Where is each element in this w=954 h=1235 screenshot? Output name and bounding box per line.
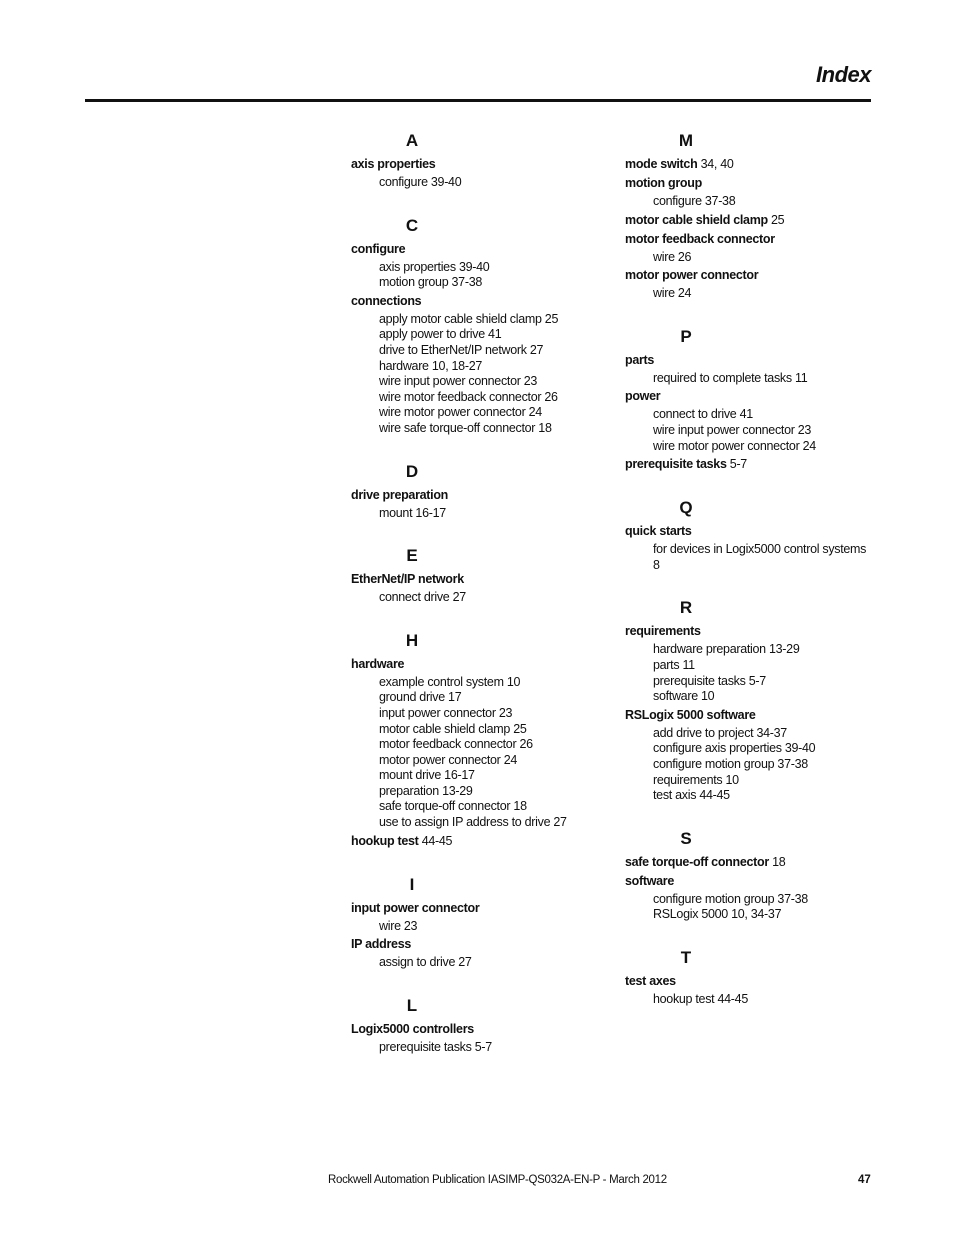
entry-term: mode switch xyxy=(625,157,698,171)
subentry-list xyxy=(625,407,875,454)
index-entry xyxy=(625,707,875,724)
index-subentry: wire safe torque-off connector 18 xyxy=(379,420,552,435)
subentry-list xyxy=(625,371,875,387)
index-column-right xyxy=(625,128,875,1029)
subentry-list xyxy=(351,1040,601,1056)
index-subentry: apply power to drive 41 xyxy=(379,327,502,342)
index-entry xyxy=(625,175,875,192)
index-subentry: for devices in Logix5000 control systems 8 xyxy=(653,542,867,572)
index-section xyxy=(351,213,601,437)
section-letter: S xyxy=(680,828,692,848)
subentry-list xyxy=(625,726,875,804)
index-subentry: preparation 13-29 xyxy=(379,783,473,798)
entry-term: motor feedback connector xyxy=(625,231,775,246)
index-entry xyxy=(625,156,875,173)
subentry-list xyxy=(351,260,601,291)
index-subentry: configure motion group 37-38 xyxy=(653,756,808,771)
entry-term: power xyxy=(625,389,661,404)
subentry-list xyxy=(625,892,875,923)
index-section xyxy=(351,872,601,971)
index-subentry: add drive to project 34-37 xyxy=(653,725,787,740)
section-letter: P xyxy=(680,326,692,346)
index-entry xyxy=(351,900,601,917)
subentry-list xyxy=(351,175,601,191)
subentry-list xyxy=(625,542,875,573)
entry-term: prerequisite tasks xyxy=(625,457,727,472)
index-subentry: prerequisite tasks 5-7 xyxy=(379,1039,492,1054)
subentry-list xyxy=(351,590,601,606)
index-section xyxy=(625,595,875,803)
section-letter: T xyxy=(680,947,692,967)
index-subentry: wire motor power connector 24 xyxy=(653,438,816,453)
section-letter: A xyxy=(405,131,419,150)
page-number: 47 xyxy=(858,1174,871,1186)
index-subentry: wire input power connector 23 xyxy=(653,422,812,437)
entry-term: safe torque-off connector xyxy=(625,854,769,869)
footer-publication: Rockwell Automation Publication IASIMP-QS032A-EN-P - March 2012 xyxy=(328,1174,667,1186)
index-section xyxy=(625,128,875,302)
index-subentry: motion group 37-38 xyxy=(379,275,483,290)
index-column-left xyxy=(351,128,601,1077)
entry-term: motor power connector xyxy=(625,268,759,283)
index-subentry: input power connector 23 xyxy=(379,705,513,720)
index-subentry: prerequisite tasks 5-7 xyxy=(653,673,766,688)
index-subentry: configure 37-38 xyxy=(653,194,736,208)
index-section xyxy=(351,128,601,191)
index-entry xyxy=(625,854,875,871)
entry-term: EtherNet/IP network xyxy=(351,572,464,587)
page-title: Index xyxy=(816,62,871,87)
index-section xyxy=(625,495,875,573)
subentry-list xyxy=(351,675,601,831)
index-entry xyxy=(625,523,875,540)
index-subentry: wire 24 xyxy=(653,286,692,301)
index-entry xyxy=(351,241,601,258)
index-subentry: connect to drive 41 xyxy=(653,407,753,422)
entry-pages: 44-45 xyxy=(421,833,453,848)
subentry-list xyxy=(625,250,875,266)
entry-pages: 5-7 xyxy=(729,457,747,472)
entry-term: input power connector xyxy=(351,900,480,915)
index-subentry: hookup test 44-45 xyxy=(653,991,748,1006)
index-subentry: apply motor cable shield clamp 25 xyxy=(379,311,559,326)
entry-term: axis properties xyxy=(351,157,436,171)
index-section xyxy=(351,543,601,606)
index-subentry: wire motor feedback connector 26 xyxy=(379,389,558,404)
entry-term: configure xyxy=(351,241,406,256)
index-entry xyxy=(351,571,601,588)
subentry-list xyxy=(625,992,875,1008)
entry-term: motion group xyxy=(625,176,702,190)
index-entry xyxy=(625,267,875,284)
index-subentry: hardware preparation 13-29 xyxy=(653,642,800,657)
entry-term: requirements xyxy=(625,624,701,639)
index-entry xyxy=(625,212,875,229)
section-letter: M xyxy=(678,131,694,150)
index-subentry: use to assign IP address to drive 27 xyxy=(379,815,567,830)
index-section xyxy=(351,459,601,522)
entry-term: parts xyxy=(625,352,655,367)
index-section xyxy=(625,945,875,1008)
index-subentry: motor feedback connector 26 xyxy=(379,737,533,752)
index-subentry: RSLogix 5000 10, 34-37 xyxy=(653,907,782,922)
index-subentry: test axis 44-45 xyxy=(653,788,730,803)
section-letter: L xyxy=(406,995,418,1015)
index-subentry: configure 39-40 xyxy=(379,175,462,189)
index-subentry: wire input power connector 23 xyxy=(379,374,538,389)
index-subentry: parts 11 xyxy=(653,657,695,672)
index-section xyxy=(625,826,875,923)
index-subentry: required to complete tasks 11 xyxy=(653,370,808,385)
index-subentry: ground drive 17 xyxy=(379,690,462,705)
index-entry xyxy=(625,231,875,248)
section-letter: I xyxy=(409,874,415,894)
index-subentry: wire motor power connector 24 xyxy=(379,405,542,420)
subentry-list xyxy=(351,955,601,971)
entry-term: Logix5000 controllers xyxy=(351,1021,474,1036)
entry-pages: 34, 40 xyxy=(700,157,734,171)
entry-term: motor cable shield clamp xyxy=(625,212,768,227)
index-subentry: requirements 10 xyxy=(653,772,739,787)
index-section xyxy=(351,993,601,1056)
index-entry xyxy=(351,1021,601,1038)
index-entry xyxy=(351,487,601,504)
index-subentry: wire 23 xyxy=(379,918,418,933)
entry-term: software xyxy=(625,873,675,888)
entry-term: quick starts xyxy=(625,524,692,539)
entry-term: drive preparation xyxy=(351,487,449,502)
subentry-list xyxy=(351,312,601,437)
index-subentry: example control system 10 xyxy=(379,674,521,689)
index-subentry: drive to EtherNet/IP network 27 xyxy=(379,342,544,357)
section-letter: C xyxy=(405,215,419,235)
index-subentry: axis properties 39-40 xyxy=(379,259,490,274)
subentry-list xyxy=(625,286,875,302)
index-entry xyxy=(625,456,875,473)
index-entry xyxy=(351,656,601,673)
index-subentry: software 10 xyxy=(653,689,715,704)
subentry-list xyxy=(351,506,601,522)
index-subentry: mount 16-17 xyxy=(379,505,446,520)
section-letter: Q xyxy=(679,498,693,518)
index-entry xyxy=(351,833,601,850)
index-section xyxy=(351,628,601,850)
entry-term: hookup test xyxy=(351,833,419,848)
index-entry xyxy=(625,352,875,369)
entry-term: RSLogix 5000 software xyxy=(625,707,756,722)
entry-term: test axes xyxy=(625,973,676,988)
entry-pages: 18 xyxy=(772,854,786,869)
subentry-list xyxy=(625,194,875,210)
index-section xyxy=(625,324,875,473)
index-entry xyxy=(625,388,875,405)
header-rule xyxy=(85,99,871,102)
index-entry xyxy=(625,623,875,640)
index-subentry: assign to drive 27 xyxy=(379,955,472,970)
index-subentry: safe torque-off connector 18 xyxy=(379,799,527,814)
section-letter: H xyxy=(405,630,419,650)
index-subentry: configure axis properties 39-40 xyxy=(653,741,816,756)
index-subentry: hardware 10, 18-27 xyxy=(379,358,483,373)
index-entry xyxy=(351,293,601,310)
index-subentry: motor cable shield clamp 25 xyxy=(379,721,527,736)
subentry-list xyxy=(351,919,601,935)
index-entry xyxy=(625,873,875,890)
section-letter: R xyxy=(679,598,693,618)
subentry-list xyxy=(625,642,875,704)
index-subentry: motor power connector 24 xyxy=(379,752,518,767)
entry-term: hardware xyxy=(351,656,405,671)
entry-term: IP address xyxy=(351,937,412,952)
section-letter: E xyxy=(406,546,418,566)
index-subentry: mount drive 16-17 xyxy=(379,768,475,783)
entry-term: connections xyxy=(351,293,422,308)
entry-pages: 25 xyxy=(771,212,785,227)
index-entry xyxy=(351,156,601,173)
index-subentry: wire 26 xyxy=(653,249,692,264)
index-entry xyxy=(625,973,875,990)
index-subentry: configure motion group 37-38 xyxy=(653,891,808,906)
section-letter: D xyxy=(405,461,419,481)
index-entry xyxy=(351,936,601,953)
index-subentry: connect drive 27 xyxy=(379,590,466,605)
